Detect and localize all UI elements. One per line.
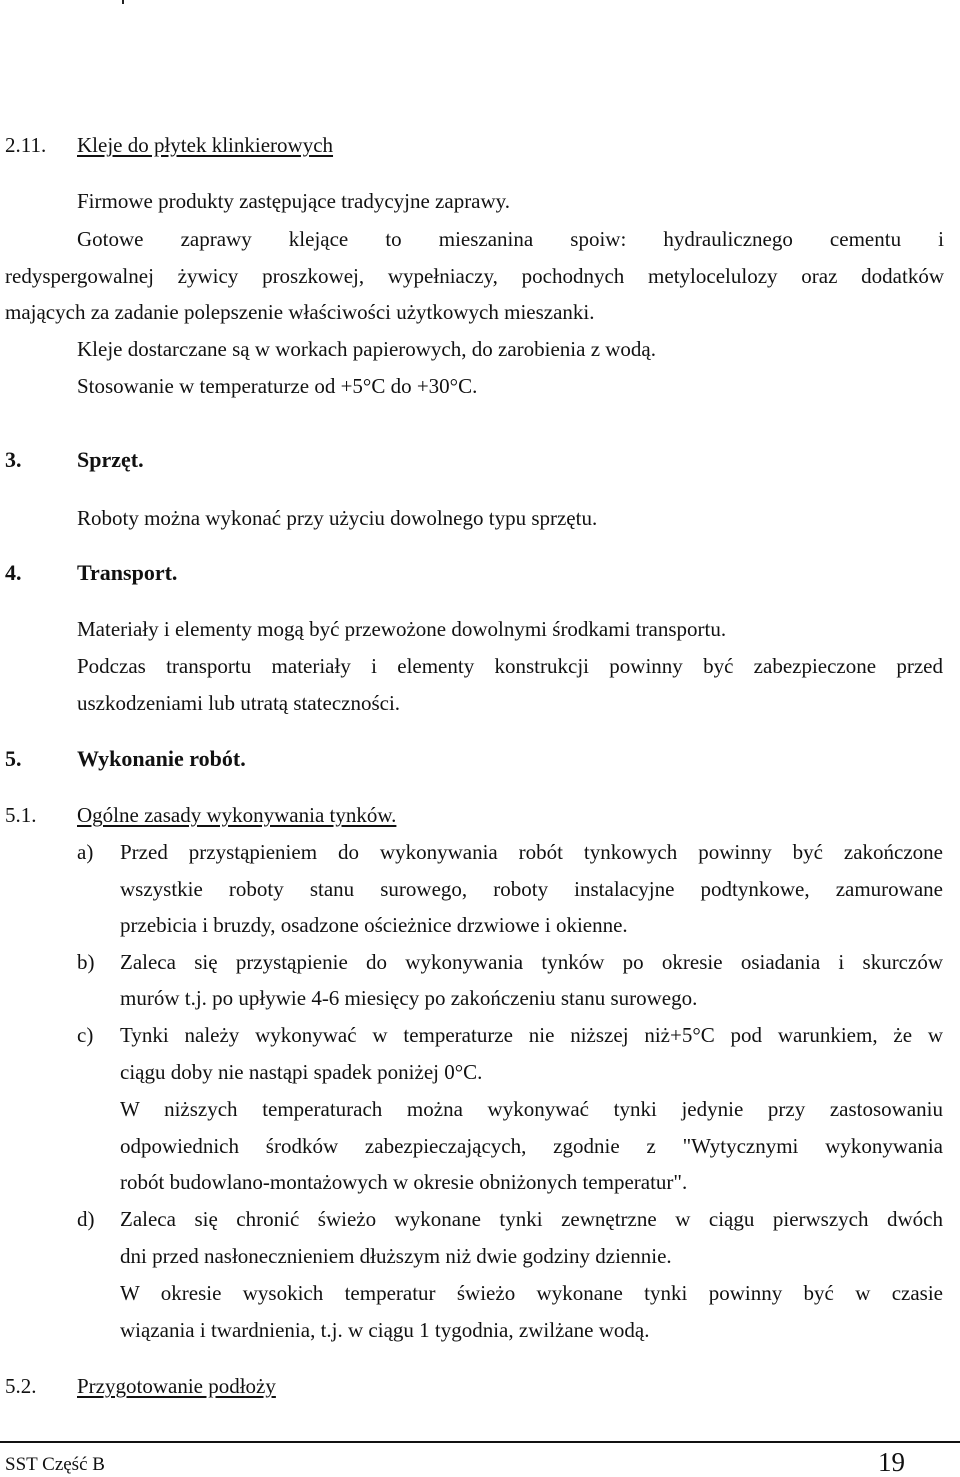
paragraph-line: uszkodzeniami lub utratą stateczności. (77, 691, 401, 715)
list-item-line: Tynki należy wykonywać w temperaturze nie niższej niż+5°C pod warunkiem, że w (120, 1023, 943, 1047)
list-marker-b: b) (77, 950, 95, 974)
section-2-11-title: Kleje do płytek klinkierowych (77, 133, 334, 157)
footer-rule (0, 1441, 960, 1443)
footer-page-number: 19 (878, 1447, 905, 1477)
footer-document-label: SST Część B (5, 1454, 105, 1475)
section-5-title: Wykonanie robót. (77, 746, 246, 771)
paragraph-line: Gotowe zaprawy klejące to mieszanina spoiw: hydraulicznego cementu i (77, 227, 944, 251)
list-item-line: przebicia i bruzdy, osadzone ościeżnice drzwiowe i okienne. (120, 913, 628, 937)
list-item-line: Przed przystąpieniem do wykonywania robót tynkowych powinny być zakończone (120, 840, 943, 864)
list-item-line: W niższych temperaturach można wykonywać tynki jedynie przy zastosowaniu (120, 1097, 943, 1121)
list-item-line: wiązania i twardnienia, t.j. w ciągu 1 tygodnia, zwilżane wodą. (120, 1318, 650, 1342)
section-3-title: Sprzęt. (77, 447, 144, 472)
section-5-2-title: Przygotowanie podłoży (77, 1374, 276, 1398)
list-item-line: odpowiednich środków zabezpieczających, zgodnie z "Wytycznymi wykonywania (120, 1134, 943, 1158)
list-item-line: Zaleca się przystąpienie do wykonywania tynków po okresie osiadania i skurczów (120, 950, 943, 974)
paragraph: Kleje dostarczane są w workach papierowych, do zarobienia z wodą. (77, 337, 656, 361)
section-5-number: 5. (5, 746, 22, 771)
paragraph-line: mających za zadanie polepszenie właściwości użytkowych mieszanki. (5, 300, 595, 324)
paragraph: Materiały i elementy mogą być przewożone dowolnymi środkami transportu. (77, 617, 727, 641)
top-mark (122, 0, 124, 4)
list-item-line: robót budowlano-montażowych w okresie obniżonych temperatur". (120, 1170, 688, 1194)
list-item-line: murów t.j. po upływie 4-6 miesięcy po zakończeniu stanu surowego. (120, 986, 698, 1010)
paragraph: Stosowanie w temperaturze od +5°C do +30°C. (77, 374, 478, 398)
section-5-1-number: 5.1. (5, 803, 37, 827)
section-2-11-number: 2.11. (5, 133, 47, 157)
section-4-title: Transport. (77, 560, 178, 585)
list-item-line: dni przed nasłonecznieniem dłuższym niż dwie godziny dziennie. (120, 1244, 672, 1268)
list-marker-c: c) (77, 1023, 94, 1047)
section-5-1-title: Ogólne zasady wykonywania tynków. (77, 803, 397, 827)
section-4-number: 4. (5, 560, 22, 585)
paragraph-line: Podczas transportu materiały i elementy konstrukcji powinny być zabezpieczone przed (77, 654, 943, 678)
list-marker-a: a) (77, 840, 94, 864)
list-item-line: ciągu doby nie nastąpi spadek poniżej 0°C. (120, 1060, 483, 1084)
paragraph: Roboty można wykonać przy użyciu dowolnego typu sprzętu. (77, 506, 598, 530)
list-item-line: Zaleca się chronić świeżo wykonane tynki zewnętrzne w ciągu pierwszych dwóch (120, 1207, 943, 1231)
section-3-number: 3. (5, 447, 22, 472)
paragraph-line: redyspergowalnej żywicy proszkowej, wypełniaczy, pochodnych metylocelulozy oraz dodatków (5, 264, 944, 288)
list-marker-d: d) (77, 1207, 95, 1231)
list-item-line: wszystkie roboty stanu surowego, roboty instalacyjne podtynkowe, zamurowane (120, 877, 943, 901)
section-5-2-number: 5.2. (5, 1374, 37, 1398)
paragraph: Firmowe produkty zastępujące tradycyjne zaprawy. (77, 189, 511, 213)
list-item-line: W okresie wysokich temperatur świeżo wykonane tynki powinny być w czasie (120, 1281, 943, 1305)
